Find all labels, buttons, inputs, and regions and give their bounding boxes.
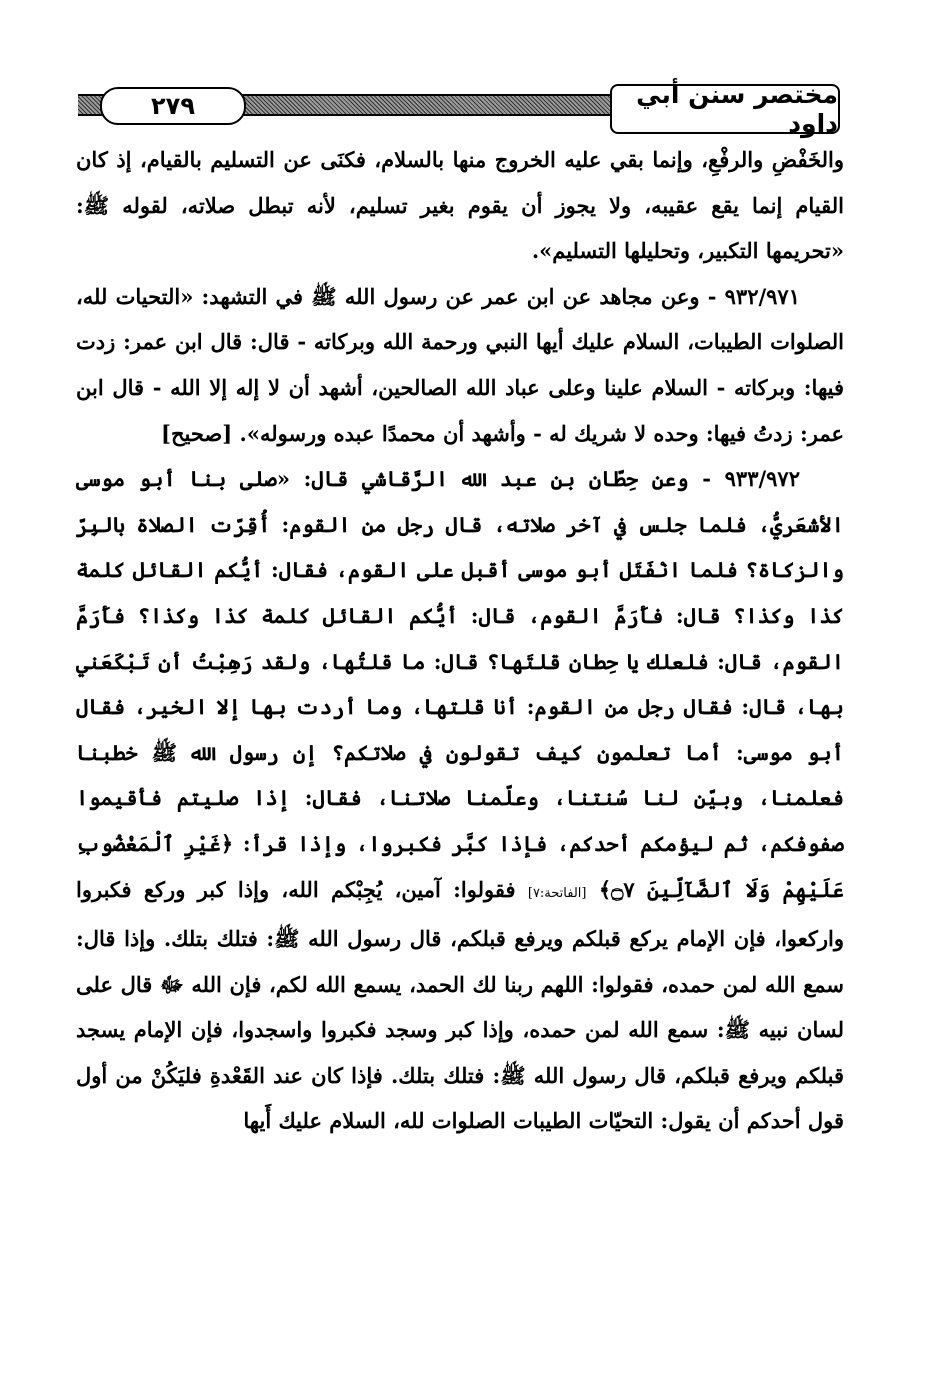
quran-verse: ﴿غَيْرِ ٱلْمَغْضُوبِ عَلَيْهِمْ وَلَا ٱلضَّآلِّينَ ۝٧﴾: [76, 830, 845, 902]
page-number: ٢٧٩: [100, 87, 246, 125]
hadith-grade: [صحيح]: [161, 420, 233, 446]
page-header: [78, 80, 840, 138]
paragraph-text: والخَفْضِ والرفْعِ، وإنما بقي عليه الخروج منها بالسلام، فكنَى عن التسليم بالقيام، إذ كان القيام إنما يقع عقيبه، ولا يجوز أن يقوم بغير تسليم، لأنه تبطل صلاته، لقوله ﷺ: «تحريمها التكبير، وتحليلها التسليم».: [76, 147, 844, 264]
paragraph-continuation: [76, 137, 844, 274]
quran-verse-reference: [الفاتحة:٧]: [527, 885, 587, 901]
hadith-text-before-verse: ٩٣٣/٩٧٢ - وعن حِطّان بن عبد الله الرَّقاشي قال: «صلى بنا أبو موسى الأشعَريُّ، فلما جلس في آخر صلاته، قال رجل من القوم: أُقِرّت الصلاة بالبِرّ والزكاة؟ فلما انْفَتَل أبو موسى أقبل على القوم، فقال: أيُّكم القائل كلمة كذا وكذا؟ قال: فأَرَمَّ القوم، قال: أيُّكم القائل كلمة كذا وكذا؟ فأَرَمَّ القوم، قال: فلعلك يا حِطان قلتَها؟ قال: ما قلتُها، ولقد رَهِبْتُ أن تَبْكَعَني بها، قال: فقال رجل من القوم: أنا قلتها، وما أردت بها إلا الخير، فقال أبو موسى: أما تعلمون كيف تقولون في صلاتكم؟ إن رسول الله ﷺ خطبنا فعلمنا، وبيّن لنا سُنتنا، وعلّمنا صلاتنا، فقال: إذا صليتم فأقيموا صفوفكم، ثم ليؤمكم أحدكم، فإذا كبَّر فكبروا، وإذا قرأ:: [76, 466, 845, 856]
hadith-972: [76, 456, 844, 1144]
hadith-971: [76, 274, 844, 456]
page-body: [76, 137, 844, 1144]
running-book-title: مختصر سنن أبي داود: [610, 84, 840, 134]
hadith-text-after-verse: فقولوا: آمين، يُجِبْكم الله، وإذا كبر وركع فكبروا واركعوا، فإن الإمام يركع قبلكم ويرفع قبلكم، قال رسول الله ﷺ: فتلك بتلك. وإذا قال: سمع الله لمن حمده، فقولوا: اللهم ربنا لك الحمد، يسمع الله لكم، فإن الله ﷻ قال على لسان نبيه ﷺ: سمع الله لمن حمده، وإذا كبر وسجد فكبروا واسجدوا، فإن الإمام يسجد قبلكم ويرفع قبلكم، قال رسول الله ﷺ: فتلك بتلك. فإذا كان عند القَعْدةِ فليَكُنْ من أول قول أحدكم أن يقول: التحيّات الطيبات الصلوات لله، السلام عليك أَيها: [76, 876, 844, 1134]
hadith-text: ٩٣٢/٩٧١ - وعن مجاهد عن ابن عمر عن رسول الله ﷺ في التشهد: «التحيات لله، الصلوات الطيبات، السلام عليك أيها النبي ورحمة الله وبركاته - قال: قال ابن عمر: زدت فيها: وبركاته - السلام علينا وعلى عباد الله الصالحين، أشهد أن لا إله إلا الله - قال ابن عمر: زدتُ فيها: وحده لا شريك له - وأشهد أن محمدًا عبده ورسوله».: [76, 283, 844, 446]
